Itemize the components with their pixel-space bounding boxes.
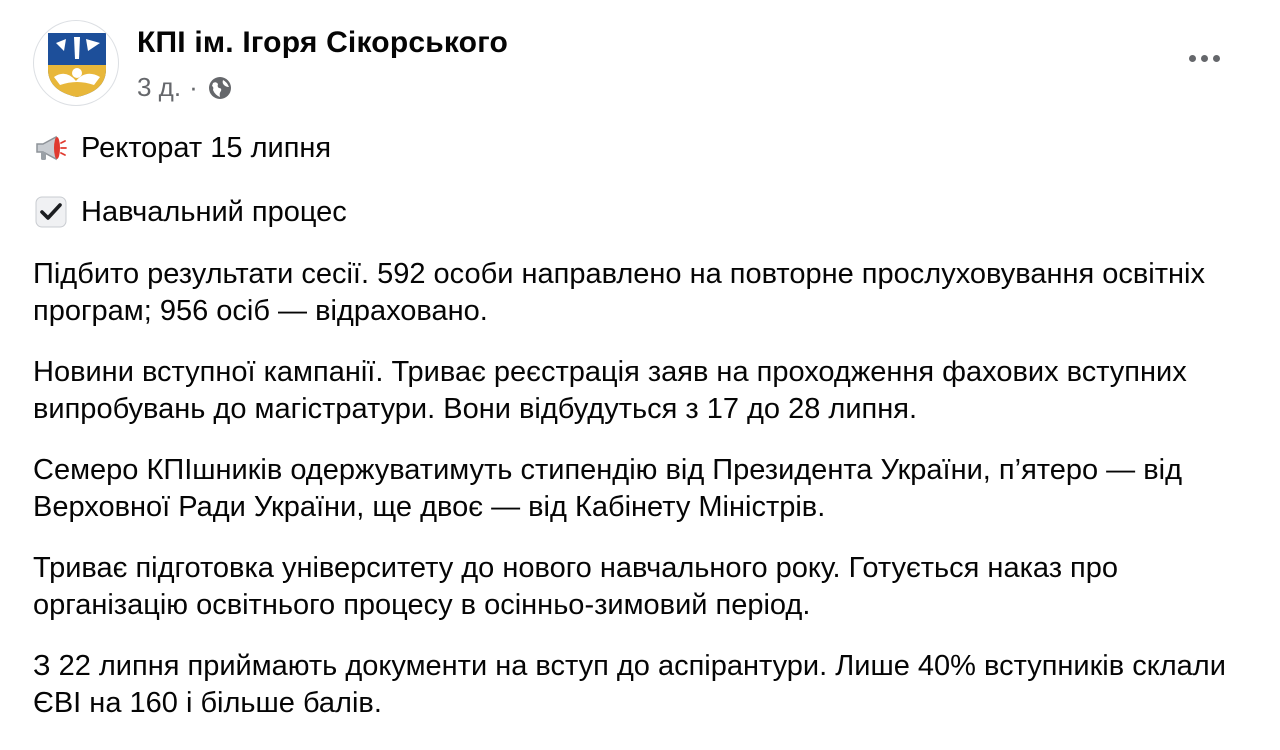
post-time[interactable]: 3 д. xyxy=(137,72,182,102)
heading-text: Ректорат 15 липня xyxy=(81,131,332,164)
more-dot xyxy=(1213,55,1220,62)
page-name[interactable]: КПІ ім. Ігоря Сікорського xyxy=(137,26,509,59)
more-dot xyxy=(1201,55,1208,62)
page-avatar[interactable] xyxy=(33,20,119,106)
post-paragraph: Новини вступної кампанії. Триває реєстрація заяв на проходження фахових вступних випробувань до магістратури. Вони відбудуться з 17 до 28 липня. xyxy=(33,356,1187,425)
check-mark-icon xyxy=(33,194,69,230)
post-header xyxy=(33,20,1240,110)
section-text: Навчальний процес xyxy=(81,195,347,228)
post-paragraph: З 22 липня приймають документи на вступ до аспірантури. Лише 40% вступників склали ЄВІ на 160 і більше балів. xyxy=(33,650,1226,719)
section-title xyxy=(33,192,1253,232)
globe-icon[interactable] xyxy=(208,76,232,100)
post-meta xyxy=(137,72,232,103)
more-dot xyxy=(1189,55,1196,62)
post-paragraph: Семеро КПІшників одержуватимуть стипендію від Президента України, п’ятеро — від Верховної Ради України, ще двоє — від Кабінету Міністрів. xyxy=(33,454,1182,523)
megaphone-icon xyxy=(33,130,69,166)
kpi-logo-icon xyxy=(46,29,108,99)
post-paragraph: Підбито результати сесії. 592 особи направлено на повторне прослуховування освітніх програм; 956 осіб — відраховано. xyxy=(33,258,1205,327)
post-heading xyxy=(33,128,1253,168)
post-text xyxy=(33,128,1253,746)
post-paragraph: Триває підготовка університету до нового навчального року. Готується наказ про організацію освітнього процесу в осінньо-зимовий період. xyxy=(33,552,1119,621)
more-options-button[interactable] xyxy=(1182,46,1226,70)
meta-separator: · xyxy=(189,72,198,102)
